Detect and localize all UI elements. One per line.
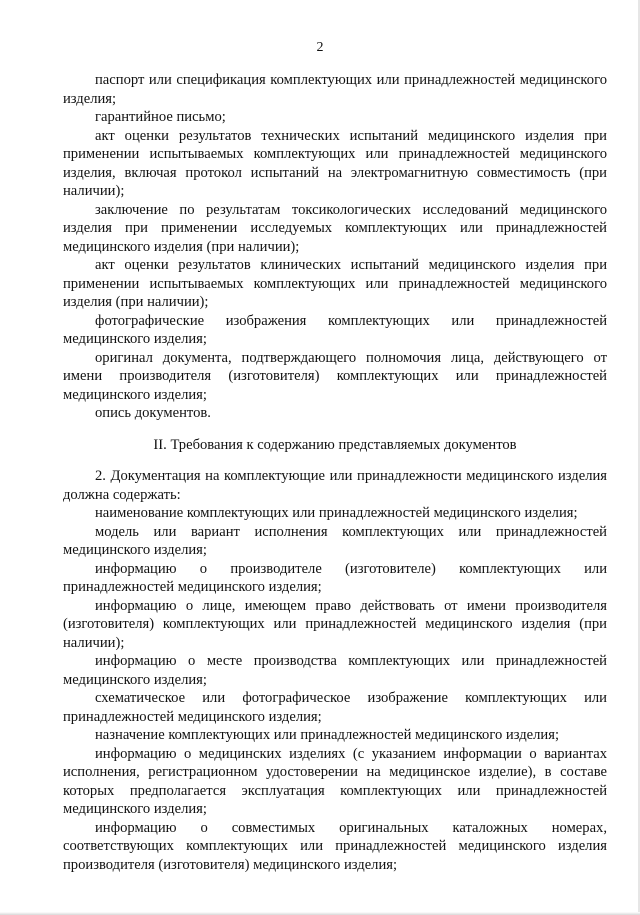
- list-item: информацию о совместимых оригинальных каталожных номерах, соответствующих комплектующих или принадлежностей медицинского изделия производителя (изготовителя) медицинского изделия;: [63, 819, 607, 873]
- paragraph-guarantee-letter: гарантийное письмо;: [95, 109, 226, 125]
- page-number: 2: [316, 40, 324, 55]
- list-item: схематическое или фотографическое изображение комплектующих или принадлежностей медицинского изделия;: [63, 690, 607, 725]
- paragraph-clinical-tests-act: акт оценки результатов клинических испытаний медицинского изделия при применении испытываемых комплектующих или принадлежностей медицинского изделия (при наличии);: [63, 257, 607, 310]
- paragraph-technical-tests-act: акт оценки результатов технических испытаний медицинского изделия при применении испытываемых комплектующих или принадлежностей медицинского изделия, включая протокол испытаний на электромагнитную совместимость (при наличии);: [63, 127, 607, 199]
- paragraph-authority-document: оригинал документа, подтверждающего полномочия лица, действующего от имени производителя (изготовителя) комплектующих или принадлежностей медицинского изделия;: [63, 349, 607, 403]
- document-body: [63, 71, 607, 874]
- paragraph-photographs: фотографические изображения комплектующих или принадлежностей медицинского изделия;: [63, 312, 607, 347]
- list-item: информацию о лице, имеющем право действовать от имени производителя (изготовителя) комплектующих или принадлежностей медицинского изделия (при наличии);: [63, 597, 607, 651]
- paragraph-documentation-requirements: 2. Документация на комплектующие или принадлежности медицинского изделия должна содержать:: [63, 468, 607, 503]
- list-item: модель или вариант исполнения комплектующих или принадлежностей медицинского изделия;: [63, 523, 607, 558]
- list-item: назначение комплектующих или принадлежностей медицинского изделия;: [95, 727, 559, 743]
- list-item: наименование комплектующих или принадлежностей медицинского изделия;: [95, 505, 578, 521]
- paragraph-document-inventory: опись документов.: [95, 405, 211, 421]
- list-item: информацию о месте производства комплектующих или принадлежностей медицинского изделия;: [63, 653, 607, 688]
- paragraph-toxicology-conclusion: заключение по результатам токсикологических исследований медицинского изделия при применении исследуемых комплектующих или принадлежностей медицинского изделия (при наличии);: [63, 201, 607, 255]
- list-item: информацию о медицинских изделиях (с указанием информации о вариантах исполнения, регистрационном удостоверении на медицинское изделие), в составе которых предполагается эксплуатация комплектующих или принадлежностей медицинского изделия;: [63, 745, 607, 817]
- section-heading: II. Требования к содержанию представляемых документов: [153, 436, 517, 453]
- paragraph-passport: паспорт или спецификация комплектующих или принадлежностей медицинского изделия;: [63, 72, 607, 107]
- list-item: информацию о производителе (изготовителе) комплектующих или принадлежностей медицинского изделия;: [63, 560, 607, 595]
